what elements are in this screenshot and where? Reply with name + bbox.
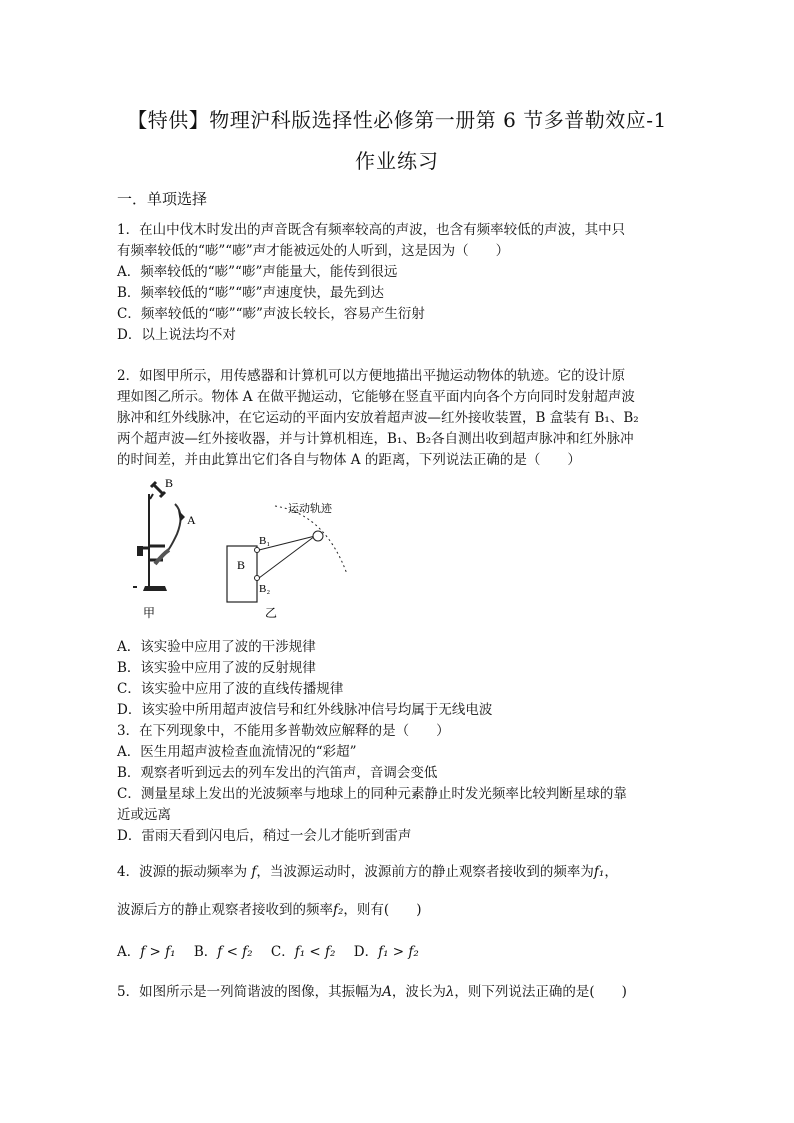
- q3-option-d: D．雷雨天看到闪电后，稍过一会儿才能听到雷声: [117, 828, 412, 844]
- q4-option-c-label: C．: [270, 944, 295, 960]
- q2-option-d: D．该实验中所用超声波信号和红外线脉冲信号均属于无线电波: [117, 702, 493, 718]
- q1-option-c: C．频率较低的“嘭”“嘭”声波长较长，容易产生衍射: [117, 306, 425, 322]
- q4-stem-part2: ，当波源运动时，波源前方的静止观察者接收到的频率为: [256, 864, 594, 880]
- q2-stem-line5: 的时间差，并由此算出它们各自与物体 A 的距离，下列说法正确的是（ ）: [117, 452, 581, 468]
- page-title: 【特供】物理沪科版选择性必修第一册第 6 节多普勒效应-1: [127, 108, 667, 132]
- q2-stem-line3: 脉冲和红外线脉冲，在它运动的平面内安放着超声波—红外接收装置，B 盒装有 B₁、B₂: [117, 410, 639, 426]
- figure-jia-apparatus: [133, 482, 185, 591]
- q2-stem-line1: 2．如图甲所示，用传感器和计算机可以方便地描出平抛运动物体的轨迹。它的设计原: [117, 368, 626, 384]
- q4-options: [117, 942, 419, 962]
- q5-stem-part3: ，则下列说法正确的是( ): [454, 984, 627, 1000]
- q1-stem-line2: 有频率较低的“嘭”“嘭”声才能被远处的人听到，这是因为（ ）: [117, 243, 510, 259]
- q1-option-b: B．频率较低的“嘭”“嘭”声速度快，最先到达: [117, 285, 385, 301]
- q4-option-a-expr: f > f₁: [140, 944, 176, 960]
- q5-stem-part2: ，波长为: [391, 984, 446, 1000]
- q5-symbol-lambda: λ: [445, 984, 455, 1000]
- q4-option-d-label: D．: [353, 944, 379, 960]
- q4-stem-line1: [117, 862, 618, 882]
- fig-label-jia: 甲: [143, 606, 156, 620]
- fig-label-trajectory: 运动轨迹: [288, 502, 332, 515]
- fig-label-box: B: [237, 558, 246, 572]
- q3-option-b: B．观察者听到远去的列车发出的汽笛声，音调会变低: [117, 765, 438, 781]
- q5-stem-part1: 5．如图所示是一列简谐波的图像，其振幅为: [117, 984, 383, 1000]
- q4-option-c-expr: f₁ < f₂: [294, 944, 336, 960]
- fig-label-a: A: [187, 513, 196, 527]
- q5-stem: [117, 982, 627, 1002]
- q3-option-a: A．医生用超声波检查血流情况的“彩超”: [117, 744, 357, 760]
- q2-stem-line2: 理如图乙所示。物体 A 在做平抛运动，它能够在竖直平面内向各个方向同时发射超声波: [117, 389, 635, 405]
- q3-option-c-line1: C．测量星球上发出的光波频率与地球上的同种元素静止时发光频率比较判断星球的靠: [117, 786, 627, 802]
- q4-symbol-f1: f₁: [593, 864, 605, 880]
- q1-option-d: D．以上说法均不对: [117, 327, 236, 343]
- fig-label-b2: B₂: [259, 583, 271, 595]
- q4-option-b-label: B．: [193, 944, 218, 960]
- q4-stem-part4: 波源后方的静止观察者接收到的频率: [117, 902, 333, 918]
- q4-option-b-expr: f < f₂: [217, 944, 253, 960]
- q3-option-c-line2: 近或远离: [117, 807, 171, 823]
- section-heading: 一．单项选择: [117, 190, 208, 208]
- q1-stem-line1: 1．在山中伐木时发出的声音既含有频率较高的声波，也含有频率较低的声波，其中只: [117, 222, 626, 238]
- q2-figure: [125, 474, 365, 624]
- q4-stem-part5: ，则有( ): [343, 902, 422, 918]
- q4-option-a-label: A．: [117, 944, 141, 960]
- page-subtitle: 作业练习: [355, 149, 439, 173]
- q5-symbol-amplitude: A: [382, 984, 392, 1000]
- q4-symbol-f: f: [251, 864, 257, 880]
- q2-option-c: C．该实验中应用了波的直线传播规律: [117, 681, 344, 697]
- q4-stem-part3: ，: [604, 864, 618, 880]
- q4-symbol-f2: f₂: [333, 902, 344, 918]
- q1-option-a: A．频率较低的“嘭”“嘭”声能量大，能传到很远: [117, 264, 398, 280]
- q3-stem: 3．在下列现象中，不能用多普勒效应解释的是（ ）: [117, 723, 450, 739]
- fig-label-yi: 乙: [265, 606, 278, 620]
- figure-yi-schematic: [227, 506, 347, 602]
- q2-stem-line4: 两个超声波—红外接收器，并与计算机相连，B₁、B₂各自测出收到超声脉冲和红外脉冲: [117, 431, 634, 447]
- q4-stem-part1: 4．波源的振动频率为: [117, 864, 252, 880]
- q2-option-a: A．该实验中应用了波的干涉规律: [117, 639, 316, 655]
- q2-option-b: B．该实验中应用了波的反射规律: [117, 660, 316, 676]
- fig-label-b1: B₁: [259, 535, 271, 547]
- fig-label-b: B: [165, 476, 174, 490]
- q4-option-d-expr: f₁ > f₂: [378, 944, 419, 960]
- q4-stem-line2: [117, 900, 421, 920]
